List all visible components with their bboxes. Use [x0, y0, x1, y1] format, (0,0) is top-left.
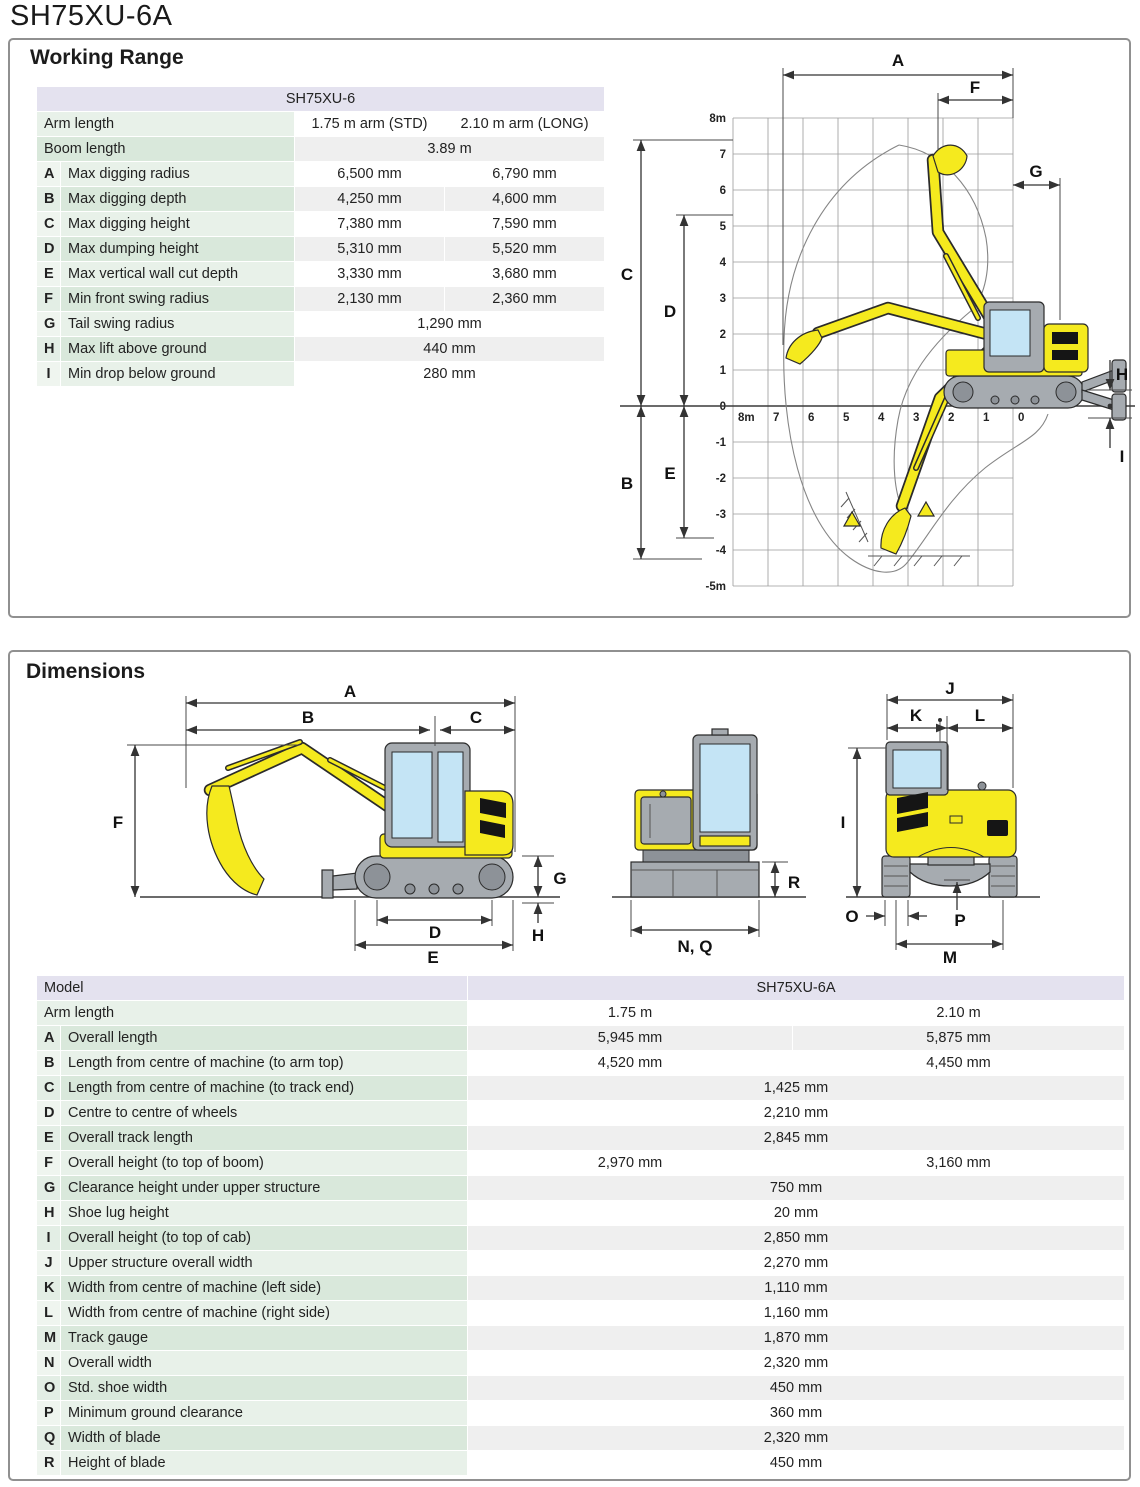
row-key: J — [37, 1251, 61, 1276]
row-label: Tail swing radius — [61, 312, 295, 337]
table-row — [37, 1451, 1125, 1476]
row-key: R — [37, 1451, 61, 1476]
row-value-2: 4,450 mm — [793, 1051, 1125, 1076]
row-value: 1,160 mm — [468, 1301, 1125, 1326]
table-row — [37, 1351, 1125, 1376]
dim-arm-length-label: Arm length — [37, 1001, 468, 1026]
label-O: O — [845, 907, 859, 926]
row-value: 450 mm — [468, 1376, 1125, 1401]
label-E: E — [427, 948, 439, 967]
working-range-heading: Working Range — [30, 46, 184, 69]
wr-dimension-letters — [621, 51, 1128, 493]
table-row — [37, 212, 605, 237]
row-label: Max lift above ground — [61, 337, 295, 362]
label-N-Q: N, Q — [677, 937, 713, 956]
wr-boom-length-label: Boom length — [37, 137, 295, 162]
label-I: I — [1119, 447, 1125, 466]
dim-model-label: Model — [37, 976, 468, 1001]
table-row — [37, 1026, 1125, 1051]
excavator-side-view — [113, 682, 567, 967]
row-key: G — [37, 312, 61, 337]
row-value-long: 4,600 mm — [445, 187, 605, 212]
row-value: 360 mm — [468, 1401, 1125, 1426]
cab-window — [990, 310, 1030, 356]
row-key: L — [37, 1301, 61, 1326]
wr-boom-length-value: 3.89 m — [295, 137, 605, 162]
working-range-table — [36, 86, 605, 387]
label-B: B — [301, 708, 315, 727]
row-value-long: 6,790 mm — [445, 162, 605, 187]
table-row — [37, 287, 605, 312]
svg-text:4: 4 — [719, 257, 726, 269]
row-value-long: 3,680 mm — [445, 262, 605, 287]
svg-text:1: 1 — [719, 365, 726, 377]
label-D: D — [428, 923, 442, 942]
table-row — [37, 1226, 1125, 1251]
svg-text:0: 0 — [1018, 412, 1025, 424]
row-key: C — [37, 212, 61, 237]
row-label: Height of blade — [61, 1451, 468, 1476]
label-M: M — [942, 948, 958, 967]
label-R: R — [787, 873, 801, 892]
table-row — [37, 187, 605, 212]
table-row — [37, 1326, 1125, 1351]
table-row — [37, 1276, 1125, 1301]
bucket-max-depth — [881, 508, 911, 554]
blade-side — [322, 870, 333, 898]
cab-window-front — [700, 744, 750, 832]
dim-model-value: SH75XU-6A — [468, 976, 1125, 1001]
svg-text:-2: -2 — [715, 473, 726, 485]
svg-text:7: 7 — [773, 412, 780, 424]
row-label: Track gauge — [61, 1326, 468, 1351]
table-row — [37, 1126, 1125, 1151]
svg-text:3: 3 — [913, 412, 920, 424]
row-key: B — [37, 1051, 61, 1076]
bucket-side — [207, 786, 264, 895]
row-label: Width from centre of machine (left side) — [61, 1276, 468, 1301]
table-row — [37, 337, 605, 362]
table-row — [37, 1376, 1125, 1401]
dimensions-heading: Dimensions — [26, 660, 146, 683]
row-key: E — [37, 262, 61, 287]
svg-text:5: 5 — [719, 221, 726, 233]
svg-text:0: 0 — [719, 401, 726, 413]
row-label: Max digging radius — [61, 162, 295, 187]
table-row — [37, 1401, 1125, 1426]
row-label: Max digging depth — [61, 187, 295, 212]
row-label: Overall height (to top of boom) — [61, 1151, 468, 1176]
svg-text:4: 4 — [878, 412, 885, 424]
row-value: 450 mm — [468, 1451, 1125, 1476]
page-title: SH75XU-6A — [10, 0, 173, 32]
row-key: M — [37, 1326, 61, 1351]
row-label: Min front swing radius — [61, 287, 295, 312]
row-value: 2,320 mm — [468, 1426, 1125, 1451]
svg-text:-1: -1 — [715, 437, 726, 449]
row-label: Max dumping height — [61, 237, 295, 262]
row-value-long: 2,360 mm — [445, 287, 605, 312]
row-value: 20 mm — [468, 1201, 1125, 1226]
row-value-std: 6,500 mm — [295, 162, 445, 187]
svg-text:-5m: -5m — [705, 581, 726, 593]
row-key: A — [37, 162, 61, 187]
blade-lowered — [1112, 394, 1126, 420]
row-label: Overall track length — [61, 1126, 468, 1151]
row-value: 1,425 mm — [468, 1076, 1125, 1101]
label-L: L — [974, 706, 986, 725]
wr-arm-std: 1.75 m arm (STD) — [295, 112, 445, 137]
label-P: P — [954, 911, 966, 930]
row-label: Shoe lug height — [61, 1201, 468, 1226]
label-C: C — [469, 708, 483, 727]
svg-text:-4: -4 — [715, 545, 726, 557]
table-row — [37, 1151, 1125, 1176]
svg-text:2: 2 — [948, 412, 955, 424]
excavator-working-range-figure — [786, 145, 1129, 554]
row-value: 440 mm — [295, 337, 605, 362]
row-value-std: 4,250 mm — [295, 187, 445, 212]
table-row — [37, 362, 605, 387]
row-value-std: 7,380 mm — [295, 212, 445, 237]
wr-model-row — [37, 87, 605, 112]
row-label: Std. shoe width — [61, 1376, 468, 1401]
svg-text:-3: -3 — [715, 509, 726, 521]
label-C: C — [620, 265, 634, 284]
excavator-front-view — [612, 729, 806, 956]
bucket-max-reach — [786, 330, 822, 364]
row-value-1: 4,520 mm — [468, 1051, 793, 1076]
wr-model-header: SH75XU-6 — [37, 87, 605, 112]
row-value: 2,850 mm — [468, 1226, 1125, 1251]
svg-text:8m: 8m — [738, 412, 755, 424]
row-key: I — [37, 362, 61, 387]
row-label: Min drop below ground — [61, 362, 295, 387]
label-G: G — [553, 869, 567, 888]
svg-text:6: 6 — [719, 185, 726, 197]
row-key: G — [37, 1176, 61, 1201]
engine-cover — [1044, 324, 1088, 372]
row-label: Overall length — [61, 1026, 468, 1051]
table-row — [37, 1076, 1125, 1101]
row-value: 2,320 mm — [468, 1351, 1125, 1376]
dim-arm-2: 2.10 m — [793, 1001, 1125, 1026]
working-range-diagram — [610, 42, 1140, 622]
row-value: 1,110 mm — [468, 1276, 1125, 1301]
row-key: K — [37, 1276, 61, 1301]
table-row — [37, 162, 605, 187]
row-key: N — [37, 1351, 61, 1376]
row-label: Centre to centre of wheels — [61, 1101, 468, 1126]
row-label: Length from centre of machine (to track end) — [61, 1076, 468, 1101]
row-value-long: 7,590 mm — [445, 212, 605, 237]
label-I: I — [840, 813, 846, 832]
table-row — [37, 1251, 1125, 1276]
dimensions-table — [36, 975, 1125, 1476]
label-F: F — [112, 813, 124, 832]
wr-boom-length-row — [37, 137, 605, 162]
wr-arm-long: 2.10 m arm (LONG) — [445, 112, 605, 137]
label-F: F — [969, 78, 981, 97]
label-B: B — [620, 474, 634, 493]
row-key: O — [37, 1376, 61, 1401]
table-row — [37, 237, 605, 262]
row-key: I — [37, 1226, 61, 1251]
table-row — [37, 1301, 1125, 1326]
row-value: 2,210 mm — [468, 1101, 1125, 1126]
label-E: E — [664, 464, 676, 483]
row-label: Width from centre of machine (right side) — [61, 1301, 468, 1326]
label-H: H — [531, 926, 545, 945]
blade-front — [631, 862, 759, 897]
row-key: B — [37, 187, 61, 212]
excavator-rear-view — [841, 679, 1040, 967]
row-value-std: 3,330 mm — [295, 262, 445, 287]
row-key: F — [37, 1151, 61, 1176]
row-value: 2,845 mm — [468, 1126, 1125, 1151]
row-value: 1,290 mm — [295, 312, 605, 337]
row-value: 1,870 mm — [468, 1326, 1125, 1351]
dim-arm-length-row — [37, 1001, 1125, 1026]
label-H: H — [1115, 365, 1129, 384]
row-value-std: 5,310 mm — [295, 237, 445, 262]
row-key: Q — [37, 1426, 61, 1451]
svg-text:6: 6 — [808, 412, 815, 424]
row-key: A — [37, 1026, 61, 1051]
row-label: Overall width — [61, 1351, 468, 1376]
dim-model-row — [37, 976, 1125, 1001]
row-label: Length from centre of machine (to arm top) — [61, 1051, 468, 1076]
table-row — [37, 262, 605, 287]
row-key: C — [37, 1076, 61, 1101]
row-value-2: 3,160 mm — [793, 1151, 1125, 1176]
row-label: Width of blade — [61, 1426, 468, 1451]
row-value: 280 mm — [295, 362, 605, 387]
label-K: K — [909, 706, 923, 725]
row-key: P — [37, 1401, 61, 1426]
label-D: D — [663, 302, 677, 321]
svg-text:1: 1 — [983, 412, 990, 424]
table-row — [37, 1176, 1125, 1201]
table-row — [37, 312, 605, 337]
row-key: E — [37, 1126, 61, 1151]
svg-text:8m: 8m — [709, 113, 726, 125]
row-value-std: 2,130 mm — [295, 287, 445, 312]
label-J: J — [945, 679, 955, 698]
engine-panel-front — [641, 797, 691, 844]
table-row — [37, 1201, 1125, 1226]
row-label: Overall height (to top of cab) — [61, 1226, 468, 1251]
wr-arm-length-row — [37, 112, 605, 137]
cab-window-rear — [893, 750, 941, 788]
row-key: D — [37, 1101, 61, 1126]
row-key: D — [37, 237, 61, 262]
table-row — [37, 1051, 1125, 1076]
row-value-2: 5,875 mm — [793, 1026, 1125, 1051]
svg-text:3: 3 — [719, 293, 726, 305]
label-A: A — [343, 682, 357, 701]
row-value-1: 2,970 mm — [468, 1151, 793, 1176]
table-row — [37, 1101, 1125, 1126]
row-label: Max vertical wall cut depth — [61, 262, 295, 287]
wr-arm-length-label: Arm length — [37, 112, 295, 137]
table-row — [37, 1426, 1125, 1451]
svg-text:5: 5 — [843, 412, 850, 424]
row-value: 750 mm — [468, 1176, 1125, 1201]
svg-text:2: 2 — [719, 329, 726, 341]
row-key: F — [37, 287, 61, 312]
undercarriage-frame — [910, 864, 990, 886]
svg-text:7: 7 — [719, 149, 726, 161]
dimensions-drawings — [100, 680, 1140, 980]
row-label: Clearance height under upper structure — [61, 1176, 468, 1201]
blade-arm-raised — [1082, 370, 1114, 392]
row-value: 2,270 mm — [468, 1251, 1125, 1276]
row-key: H — [37, 1201, 61, 1226]
row-label: Max digging height — [61, 212, 295, 237]
dim-arm-1: 1.75 m — [468, 1001, 793, 1026]
label-A: A — [891, 51, 905, 70]
label-G: G — [1029, 162, 1043, 181]
row-label: Minimum ground clearance — [61, 1401, 468, 1426]
row-value-1: 5,945 mm — [468, 1026, 793, 1051]
row-label: Upper structure overall width — [61, 1251, 468, 1276]
row-key: H — [37, 337, 61, 362]
row-value-long: 5,520 mm — [445, 237, 605, 262]
